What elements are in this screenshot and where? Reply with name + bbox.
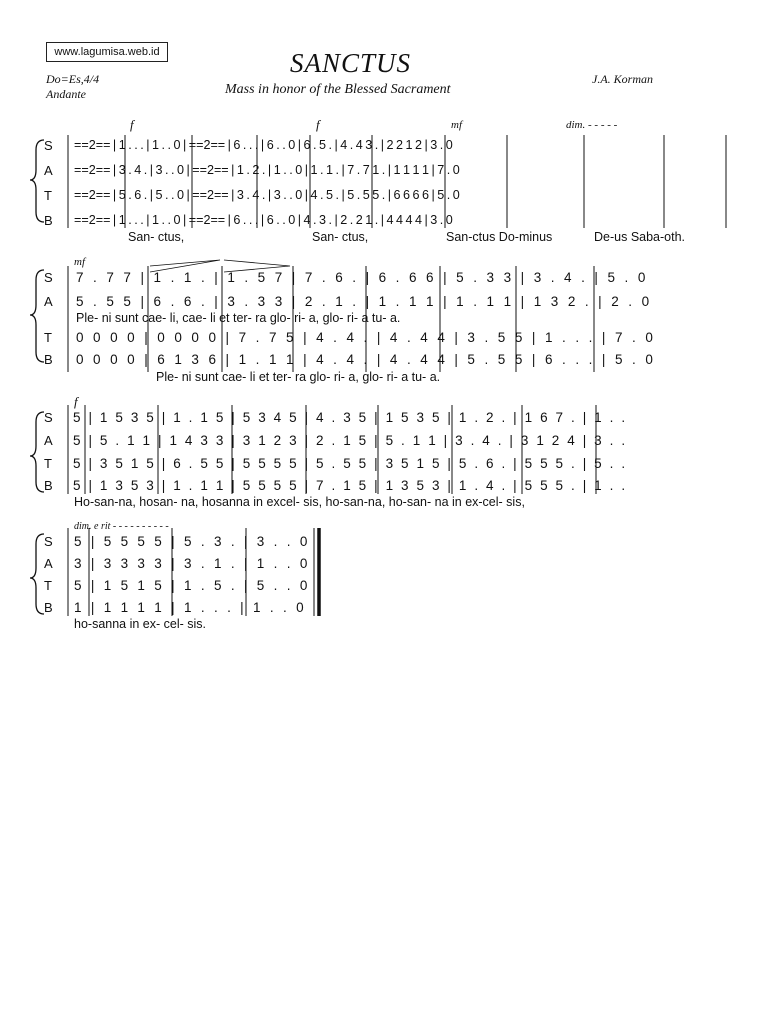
website-url: www.lagumisa.web.id: [54, 46, 160, 58]
voice-label-a-2: A: [44, 294, 53, 309]
lyric-3: Ho-san-na, hosan- na, hosanna in excel- sis, ho-san-na, ho-san- na in ex-cel- sis,: [74, 495, 525, 509]
voice-label-a: A: [44, 163, 53, 178]
dynamic-dim-1: dim. - - - - -: [566, 119, 618, 131]
lyric-2-upper: Ple- ni sunt cae- li, cae- li et ter- ra glo- ri- a, glo- ri- a tu- a.: [76, 311, 401, 325]
song-title: SANCTUS: [290, 48, 412, 78]
notes-a-1: ==2== | 3 . 4 . | 3 . . 0 | ==2== | 1 . 2 . | 1 . . 0 | 1 . 1 . | 7 . 7 1 . | 1 1 1 1 | 7 . 0: [74, 163, 460, 177]
voice-label-t: T: [44, 188, 52, 203]
notes-s-2: 7 . 7 7 | 1 . 1 . | 1 . 5 7 | 7 . 6 . | 6 . 6 6 | 5 . 3 3 | 3 . 4 . | 5 . 0: [76, 270, 646, 285]
dynamic-f-3: f: [74, 394, 78, 409]
voice-label-t-3: T: [44, 456, 52, 471]
lyric-4: ho-sanna in ex- cel- sis.: [74, 617, 207, 631]
voice-label-a-3: A: [44, 433, 53, 448]
notes-t-2: 0 0 0 0 | 0 0 0 0 | 7 . 7 5 | 4 . 4 . | 4 . 4 4 | 3 . 5 5 | 1 . . . | 7 . 0: [76, 330, 654, 345]
dynamic-mf-1: mf: [451, 119, 462, 131]
voice-label-s-3: S: [44, 410, 53, 425]
notes-a-4: 3 | 3 3 3 3 | 3 . 1 . | 1 . . 0: [74, 556, 309, 571]
dynamic-mf-2: mf: [74, 256, 85, 268]
dynamic-f-1: f: [130, 117, 134, 132]
notes-s-4: 5 | 5 5 5 5 | 5 . 3 . | 3 . . 0: [74, 534, 309, 549]
notes-t-4: 5 | 1 5 1 5 | 1 . 5 . | 5 . . 0: [74, 578, 309, 593]
key-signature: Do=Es,4/4: [46, 72, 100, 86]
voice-label-b: B: [44, 213, 53, 228]
dynamic-dim-rit: dim. e rit - - - - - - - - - -: [74, 521, 169, 532]
voice-label-a-4: A: [44, 556, 53, 571]
notes-s-1: ==2== | 1 . . . | 1 . . 0 | ==2== | 6 . . . | 6 . . 0 | 6 . 5 . | 4 . 4 3 . | 2 2 1 2 | 3 . 0: [74, 138, 453, 152]
notes-b-4: 1 | 1 1 1 1 | 1 . . . | 1 . . 0: [74, 600, 305, 615]
lyric-1a: San- ctus,: [128, 230, 185, 244]
notes-b-3: 5 | 1 3 5 3 | 1 . 1 1 | 5 5 5 5 | 7 . 1 5 | 1 3 5 3 | 1 . 4 . | 5 5 5 . | 1 . .: [73, 478, 626, 493]
lyric-1d: De-us Saba-oth.: [594, 230, 686, 244]
dynamic-f-2: f: [316, 117, 320, 132]
notes-t-1: ==2== | 5 . 6 . | 5 . . 0 | ==2== | 3 . 4 . | 3 . . 0 | 4 . 5 . | 5 . 5 5 . | 6 6 6 6 | 5 . 0: [74, 188, 460, 202]
voice-label-s-4: S: [44, 534, 53, 549]
voice-label-t-2: T: [44, 330, 52, 345]
notes-a-3: 5 | 5 . 1 1 | 1 4 3 3 | 3 1 2 3 | 2 . 1 5 | 5 . 1 1 | 3 . 4 . | 3 1 2 4 | 3 . .: [73, 433, 626, 448]
lyric-2-lower: Ple- ni sunt cae- li et ter- ra glo- ri- a, glo- ri- a tu- a.: [156, 370, 441, 384]
song-subtitle: Mass in honor of the Blessed Sacrament: [225, 82, 451, 97]
notes-b-1: ==2== | 1 . . . | 1 . . 0 | ==2== | 6 . . . | 6 . . 0 | 4 . 3 . | 2 . 2 1 . | 4 4 4 4 | 3 . 0: [74, 213, 453, 227]
voice-label-b-4: B: [44, 600, 53, 615]
composer: J.A. Korman: [592, 72, 653, 86]
voice-label-s: S: [44, 138, 53, 153]
lyric-1c: San-ctus Do-minus: [446, 230, 553, 244]
notes-s-3: 5 | 1 5 3 5 | 1 . 1 5 | 5 3 4 5 | 4 . 3 5 | 1 5 3 5 | 1 . 2 . | 1 6 7 . | 1 . .: [73, 410, 626, 425]
voice-label-b-3: B: [44, 478, 53, 493]
notes-b-2: 0 0 0 0 | 6 1 3 6 | 1 . 1 1 | 4 . 4 . | 4 . 4 4 | 5 . 5 5 | 6 . . . | 5 . 0: [76, 352, 654, 367]
tempo-marking: Andante: [46, 87, 86, 101]
lyric-1b: San- ctus,: [312, 230, 369, 244]
voice-label-s-2: S: [44, 270, 53, 285]
voice-label-t-4: T: [44, 578, 52, 593]
notes-a-2: 5 . 5 5 | 6 . 6 . | 3 . 3 3 | 2 . 1 . | 1 . 1 1 | 1 . 1 1 | 1 3 2 . | 2 . 0: [76, 294, 650, 309]
voice-label-b-2: B: [44, 352, 53, 367]
notes-t-3: 5 | 3 5 1 5 | 6 . 5 5 | 5 5 5 5 | 5 . 5 5 | 3 5 1 5 | 5 . 6 . | 5 5 5 . | 5 . .: [73, 456, 626, 471]
